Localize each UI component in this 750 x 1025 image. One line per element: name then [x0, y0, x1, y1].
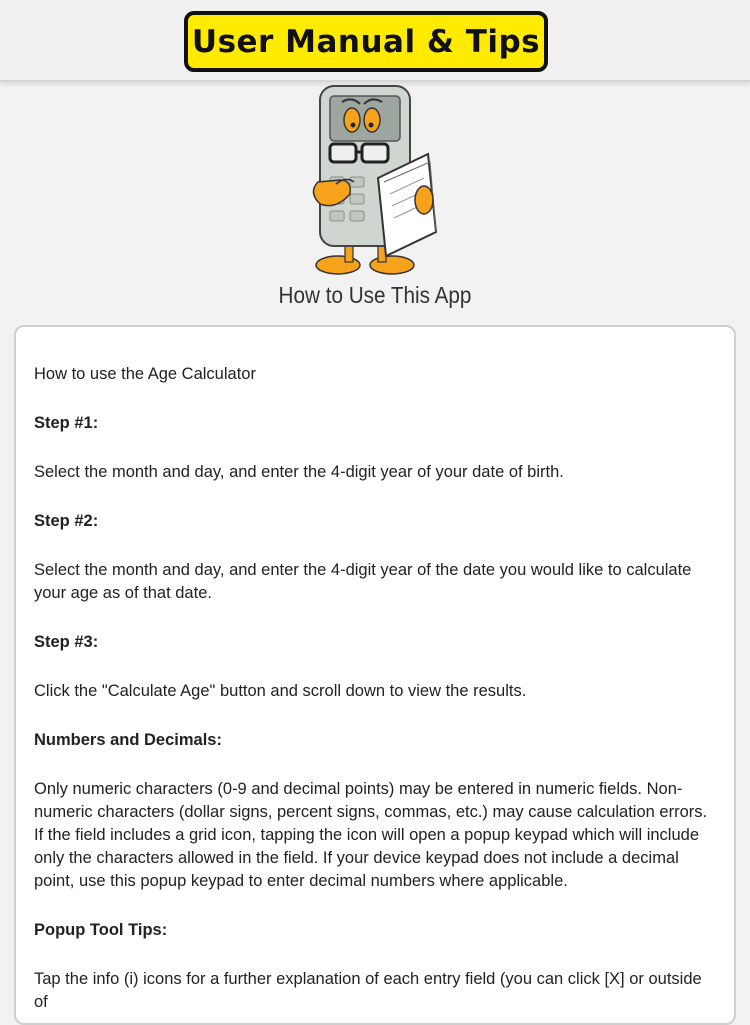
section-heading-step-2: Step #2: [34, 512, 99, 530]
section-heading-step-1: Step #1: [34, 414, 99, 432]
section-body-step-3: Click the "Calculate Age" button and scroll down to view the results. [34, 682, 527, 700]
page-title: User Manual & Tips [184, 11, 548, 72]
section-heading-step-3: Step #3: [34, 633, 99, 651]
page-subtitle: How to Use This App [278, 282, 472, 308]
header-bar [0, 0, 750, 82]
manual-content-card[interactable] [14, 325, 736, 1025]
section-heading-tooltips: Popup Tool Tips: [34, 921, 168, 939]
section-body-step-1: Select the month and day, and enter the 4-digit year of your date of birth. [34, 463, 564, 481]
section-body-numbers: Only numeric characters (0-9 and decimal points) may be entered in numeric fields. Non-numeric characters (dollar signs, percent signs, commas, etc.) may cause calculation errors. If the field includes a grid icon, tapping the icon will open a popup keypad which will include only the characters allowed in the field. If your device keypad does not include a decimal point, use this popup keypad to enter decimal numbers where applicable. [34, 780, 708, 890]
section-body-step-2: Select the month and day, and enter the 4-digit year of the date you would like to calculate your age as of that date. [34, 561, 692, 602]
manual-intro: How to use the Age Calculator [34, 365, 256, 383]
section-heading-numbers: Numbers and Decimals: [34, 731, 222, 749]
section-body-tooltips: Tap the info (i) icons for a further explanation of each entry field (you can click [X] or outside of [34, 970, 702, 1011]
calculator-mascot-reading-icon [300, 82, 450, 277]
